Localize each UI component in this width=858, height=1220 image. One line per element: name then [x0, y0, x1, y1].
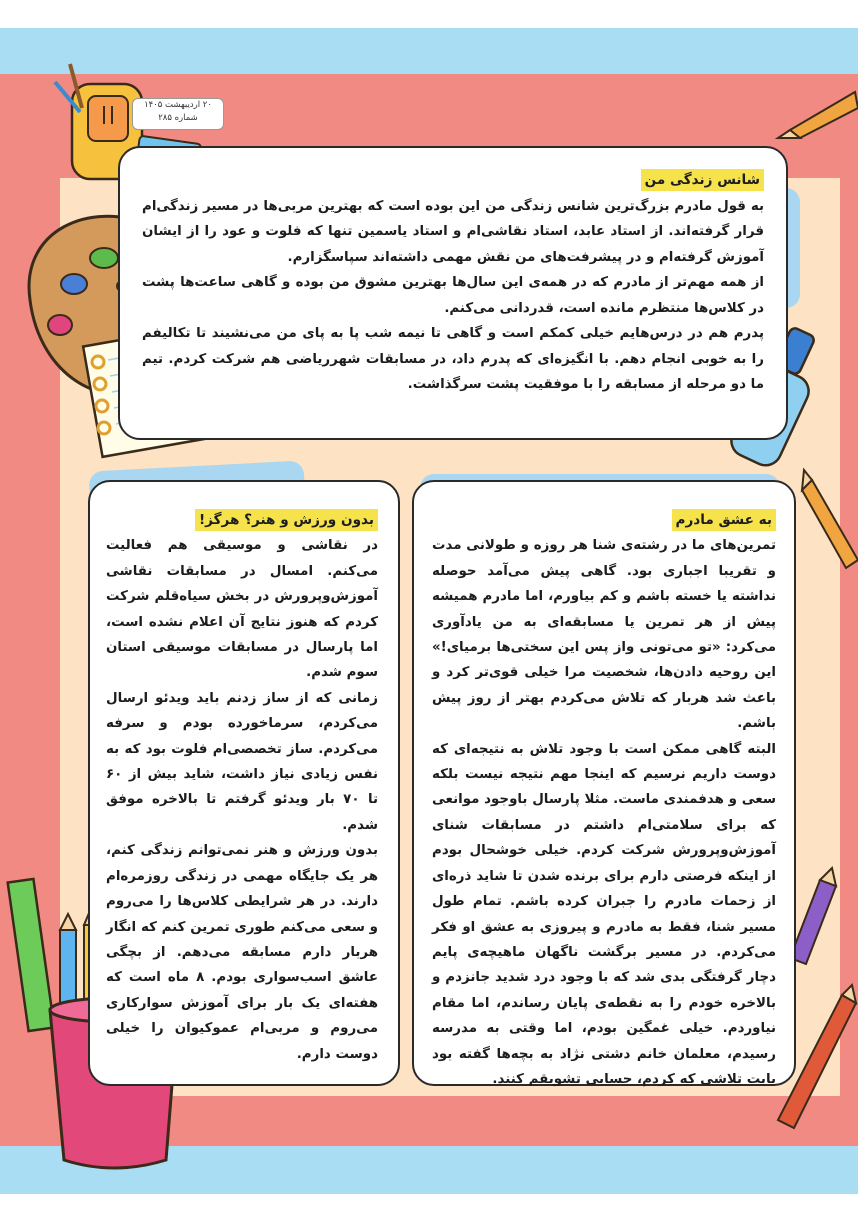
pencil-icon-right-2 — [790, 868, 836, 964]
paragraph: از همه مهم‌تر از مادرم که در همه‌ی این سال‌ها بهترین مشوق من بوده و گاهی ساعت‌ها پشت در کلاس‌ها منتظرم مانده است، قدردانی می‌کنم. — [142, 275, 764, 316]
paragraph: البته گاهی ممکن است با وجود تلاش به نتیجه‌ای که دوست داریم نرسیم که اینجا مهم نتیجه نیست بلکه سعی و هدفمندی ماست. مثلا پارسال باوجود موانعی که برای سلامتی‌ام داشتم در مسابقات شنای آموزش‌وپرورش شرکت کردم. خیلی خوشحال بودم از اینکه فرصتی دارم برای برنده شدن تا شاید ذره‌ای از زحمات مادرم را جبران کرده باشم. تمام طول مسیر شنا، فقط به مادرم و پیروزی به عشق او فکر می‌کردم. در مسیر برگشت ناگهان ماهیچه‌ی پایم دچار گرفتگی بدی شد که با وجود درد شدید جانزدم و بالاخره خودم را به نقطه‌ی پایان رساندم، اما مقام نیاوردم. خیلی غمگین بودم، اما وقتی به مدرسه رسیدم، معلمان خانم دشتی نژاد به بچه‌ها گفته بود بابت تلاشی که کردم، حسابی تشویقم کنند. — [432, 741, 776, 1087]
paragraph: پدرم هم در درس‌هایم خیلی کمکم است و گاهی تا نیمه شب پا به پای من می‌نشیند تا تکالیفم را به خوبی انجام دهم. با انگیزه‌ای که پدرم داد، در مسابقات شهرریاضی هم شرکت کردم. تیم ما دو مرحله از مسابقه را با موفقیت پشت سرگذاشت. — [142, 326, 764, 392]
paragraph: در نقاشی و موسیقی هم فعالیت می‌کنم. امسال در مسابقات نقاشی آموزش‌وپرورش در بخش سیاه‌قلم شرکت کردم که هنوز نتایج آن اعلام نشده است، اما پارسال در مسابقات موسیقی استان سوم شدم. — [106, 538, 378, 681]
section-heading-sport-art: بدون ورزش و هنر؟ هرگز! — [195, 509, 378, 531]
article-card-top — [118, 146, 788, 440]
article-card-right — [412, 480, 796, 1086]
pencil-icon-right-1 — [802, 470, 858, 568]
pencil-icon-top-right — [778, 92, 858, 138]
issue-date: ۲۰ اردیبهشت ۱۴۰۵ — [144, 100, 212, 110]
paragraph: بدون ورزش و هنر نمی‌توانم زندگی کنم، هر یک جایگاه مهمی در زندگی روزمره‌ام دارند. در هر شرایطی کلاس‌ها را می‌روم و سعی می‌کنم طوری تمرین کنم که انگار هربار دارم مسابقه می‌دهم. از بچگی عاشق اسب‌سواری بودم. ۸ ماه است که هفته‌ای یک بار برای آموزش سوارکاری می‌روم و مربی‌ام عموکیوان را خیلی دوست دارم. — [106, 843, 378, 1062]
article-card-left — [88, 480, 400, 1086]
paragraph: به قول مادرم بزرگ‌ترین شانس زندگی من این بوده است که بهترین مربی‌ها در مسیر زندگی‌ام قرار گرفته‌اند. از استاد عابد، استاد نقاشی‌ام و استاد یاسمین تنها که فلوت و عود را از ایشان آموزش گرفته‌ام و در پیشرفت‌های من نقش مهمی داشته‌اند سپاسگزارم. — [142, 198, 764, 265]
section-heading-luck: شانس زندگی من — [641, 169, 764, 191]
paragraph: زمانی که از ساز زدنم باید ویدئو ارسال می‌کردم، سرماخورده بودم و سرفه می‌کردم. ساز تخصصی‌ام فلوت بود که به نفس زیادی نیاز داشت، شاید بیش از ۶۰ تا ۷۰ بار ویدئو گرفتم تا بالاخره موفق شدم. — [106, 690, 379, 833]
paragraph: تمرین‌های ما در رشته‌ی شنا هر روزه و طولانی مدت و تقریبا اجباری بود. گاهی پیش می‌آمد حوصله نداشته یا خسته باشم و کم بیاورم، اما مادرم همیشه پیش از هر تمرین یا مسابقه‌ای به من یادآوری می‌کرد: «تو می‌تونی واز پس این سختی‌ها برمیای!» این روحیه دادن‌ها، شخصیت مرا خیلی قوی‌تر کرد و باعث شد هربار که تلاش می‌کردم بهتر از روز پیش باشم. — [432, 538, 776, 732]
issue-number: شماره ۲۸۵ — [158, 113, 198, 123]
section-heading-mother: به عشق مادرم — [672, 509, 776, 531]
issue-label — [132, 98, 224, 130]
